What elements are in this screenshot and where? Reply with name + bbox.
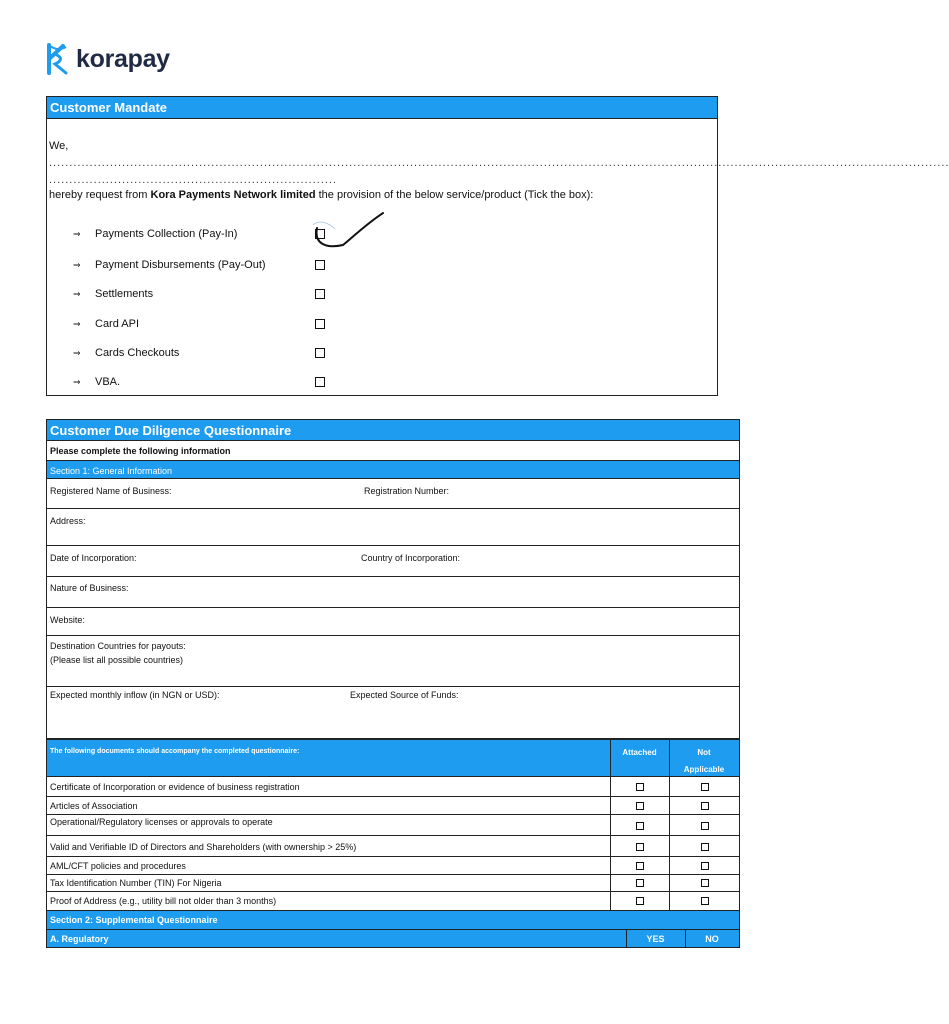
brand-name: korapay: [76, 44, 170, 73]
not-applicable-checkbox[interactable]: [701, 879, 709, 887]
service-checkbox[interactable]: [315, 377, 325, 387]
no-col-header: NO: [705, 934, 719, 944]
col-divider: [610, 815, 611, 836]
mandate-title: Customer Mandate: [47, 97, 717, 119]
service-label: Payment Disbursements (Pay-Out): [95, 259, 266, 271]
field-row-website[interactable]: [46, 608, 740, 636]
col-divider: [610, 797, 611, 815]
instruction-text: Please complete the following information: [50, 446, 231, 456]
not-applicable-checkbox[interactable]: [701, 822, 709, 830]
document-row: [46, 892, 740, 910]
request-company: Kora Payments Network limited: [150, 189, 316, 201]
service-row: [73, 226, 325, 242]
documents-header: [46, 739, 740, 777]
col-divider: [669, 875, 670, 892]
field-row-address[interactable]: [46, 509, 740, 546]
col-divider: [610, 857, 611, 875]
attached-checkbox[interactable]: [636, 843, 644, 851]
destination-countries-note: (Please list all possible countries): [50, 655, 184, 665]
customer-name-line-2[interactable]: .......................................................................: [49, 174, 337, 186]
registration-number-label: Registration Number:: [364, 486, 450, 496]
arrow-icon: ⇒: [73, 318, 81, 329]
service-checkbox[interactable]: [315, 289, 325, 299]
nature-business-label: Nature of Business:: [50, 583, 129, 593]
registered-name-label: Registered Name of Business:: [50, 486, 172, 496]
destination-countries-label: Destination Countries for payouts:: [50, 641, 186, 651]
country-incorporation-label: Country of Incorporation:: [361, 553, 461, 563]
col-divider: [669, 797, 670, 815]
document-row: [46, 857, 740, 875]
service-checkbox[interactable]: [315, 260, 325, 270]
document-label: Valid and Verifiable ID of Directors and Shareholders (with ownership > 25%): [50, 842, 357, 852]
attached-col-header: Attached: [622, 748, 657, 757]
document-label: Tax Identification Number (TIN) For Nigeria: [50, 878, 222, 888]
col-divider: [669, 815, 670, 836]
attached-checkbox[interactable]: [636, 822, 644, 830]
arrow-icon: ⇒: [73, 288, 81, 299]
col-divider: [669, 857, 670, 875]
source-funds-label: Expected Source of Funds:: [350, 690, 459, 700]
not-applicable-checkbox[interactable]: [701, 897, 709, 905]
col-divider: [610, 875, 611, 892]
mandate-we: We,: [49, 140, 69, 152]
korapay-logo: [46, 42, 170, 76]
service-row: [73, 374, 325, 390]
service-row: [73, 316, 325, 332]
service-label: Payments Collection (Pay-In): [95, 228, 238, 240]
document-label: Certificate of Incorporation or evidence of business registration: [50, 782, 300, 792]
attached-checkbox[interactable]: [636, 783, 644, 791]
service-row: [73, 286, 325, 302]
service-row: [73, 257, 325, 273]
arrow-icon: ⇒: [73, 259, 81, 270]
date-incorporation-label: Date of Incorporation:: [50, 553, 137, 563]
col-divider: [610, 777, 611, 797]
document-label: Operational/Regulatory licenses or approvals to operate: [50, 817, 273, 827]
document-row: [46, 836, 740, 857]
address-label: Address:: [50, 516, 86, 526]
attached-checkbox[interactable]: [636, 802, 644, 810]
customer-mandate-box: [46, 96, 949, 396]
field-row-registered-name: [46, 479, 740, 509]
field-row-nature[interactable]: [46, 577, 740, 608]
service-row: [73, 345, 325, 361]
mandate-request-text: [49, 189, 593, 201]
col-divider: [610, 836, 611, 857]
handwritten-tick-icon: [309, 209, 389, 259]
section2-title: Section 2: Supplemental Questionnaire: [50, 915, 218, 925]
instruction-row: [46, 441, 740, 460]
customer-name-line[interactable]: ..............................................................................................................................................................................................................................: [49, 157, 949, 169]
not-applicable-checkbox[interactable]: [701, 862, 709, 870]
section1-bar: [46, 460, 740, 479]
document-label: Proof of Address (e.g., utility bill not older than 3 months): [50, 896, 277, 906]
arrow-icon: ⇒: [73, 347, 81, 358]
arrow-icon: ⇒: [73, 228, 81, 239]
not-applicable-checkbox[interactable]: [701, 843, 709, 851]
document-row: [46, 797, 740, 815]
document-label: AML/CFT policies and procedures: [50, 861, 186, 871]
section2-bar: [46, 910, 740, 929]
col-divider: [610, 892, 611, 910]
field-row-inflow: [46, 687, 740, 739]
yes-col-header: YES: [646, 934, 665, 944]
service-label: Settlements: [95, 288, 154, 300]
not-applicable-col-header-2: Applicable: [683, 765, 725, 774]
arrow-icon: ⇒: [73, 376, 81, 387]
col-divider: [669, 836, 670, 857]
attached-checkbox[interactable]: [636, 862, 644, 870]
section1-title: Section 1: General Information: [50, 466, 173, 476]
field-row-destination[interactable]: [46, 636, 740, 687]
service-label: Cards Checkouts: [95, 347, 180, 359]
document-label: Articles of Association: [50, 801, 138, 811]
documents-header-text: The following documents should accompany the completed questionnaire:: [50, 748, 300, 755]
website-label: Website:: [50, 615, 85, 625]
request-post: the provision of the below service/product (Tick the box):: [315, 189, 594, 201]
regulatory-bar: [46, 929, 740, 948]
document-row: [46, 777, 740, 797]
expected-inflow-label: Expected monthly inflow (in NGN or USD):: [50, 690, 220, 700]
service-label: Card API: [95, 318, 140, 330]
cdd-title: Customer Due Diligence Questionnaire: [46, 419, 740, 441]
document-row: [46, 815, 740, 836]
attached-checkbox[interactable]: [636, 879, 644, 887]
service-label: VBA.: [95, 376, 121, 388]
col-divider: [669, 892, 670, 910]
request-pre: hereby request from: [49, 189, 151, 201]
korapay-logo-icon: [46, 43, 70, 75]
not-applicable-checkbox[interactable]: [701, 802, 709, 810]
field-row-incorporation: [46, 546, 740, 577]
service-checkbox[interactable]: [315, 348, 325, 358]
attached-checkbox[interactable]: [636, 897, 644, 905]
service-checkbox[interactable]: [315, 319, 325, 329]
not-applicable-checkbox[interactable]: [701, 783, 709, 791]
document-row: [46, 875, 740, 892]
col-divider: [669, 777, 670, 797]
col-divider: [610, 740, 611, 776]
not-applicable-col-header-1: Not: [697, 748, 711, 757]
regulatory-title: A. Regulatory: [50, 934, 109, 944]
